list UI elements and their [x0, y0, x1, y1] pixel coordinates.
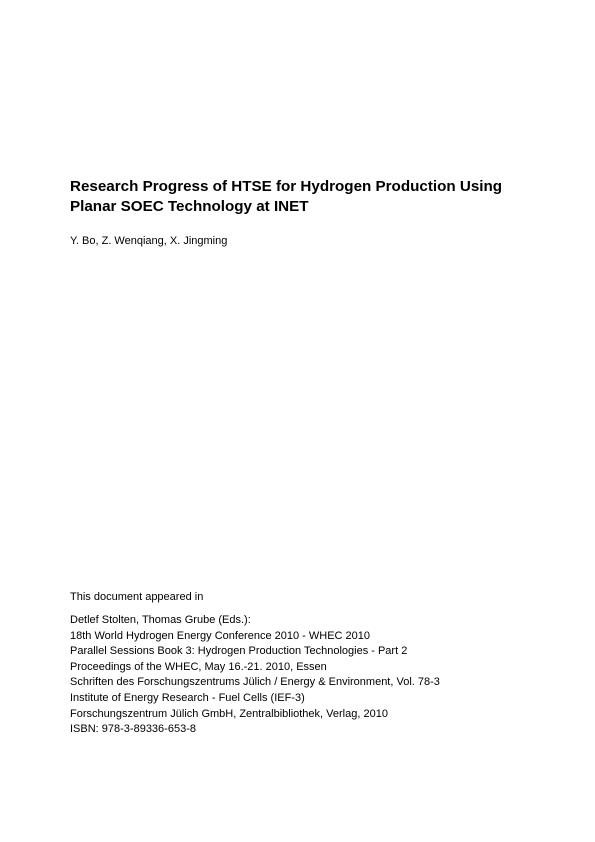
appeared-in-label: This document appeared in: [70, 591, 204, 603]
sessions-line: Parallel Sessions Book 3: Hydrogen Production Technologies - Part 2: [70, 645, 408, 658]
document-title: [70, 177, 540, 217]
conference-line: 18th World Hydrogen Energy Conference 2010 - WHEC 2010: [70, 629, 371, 642]
editors-line: Detlef Stolten, Thomas Grube (Eds.):: [70, 614, 251, 626]
proceedings-line: Proceedings of the WHEC, May 16.-21. 2010, Essen: [70, 660, 327, 673]
authors: Y. Bo, Z. Wenqiang, X. Jingming: [70, 235, 228, 247]
isbn-line: ISBN: 978-3-89336-653-8: [70, 723, 196, 736]
title-line-1: Research Progress of HTSE for Hydrogen Production Using: [70, 178, 503, 195]
series-line: Schriften des Forschungszentrums Jülich / Energy & Environment, Vol. 78-3: [70, 676, 440, 689]
title-line-2: Planar SOEC Technology at INET: [70, 198, 309, 215]
publication-details: [70, 613, 440, 738]
publisher-line: Forschungszentrum Jülich GmbH, Zentralbibliothek, Verlag, 2010: [70, 707, 388, 720]
institute-line: Institute of Energy Research - Fuel Cells (IEF-3): [70, 691, 305, 704]
